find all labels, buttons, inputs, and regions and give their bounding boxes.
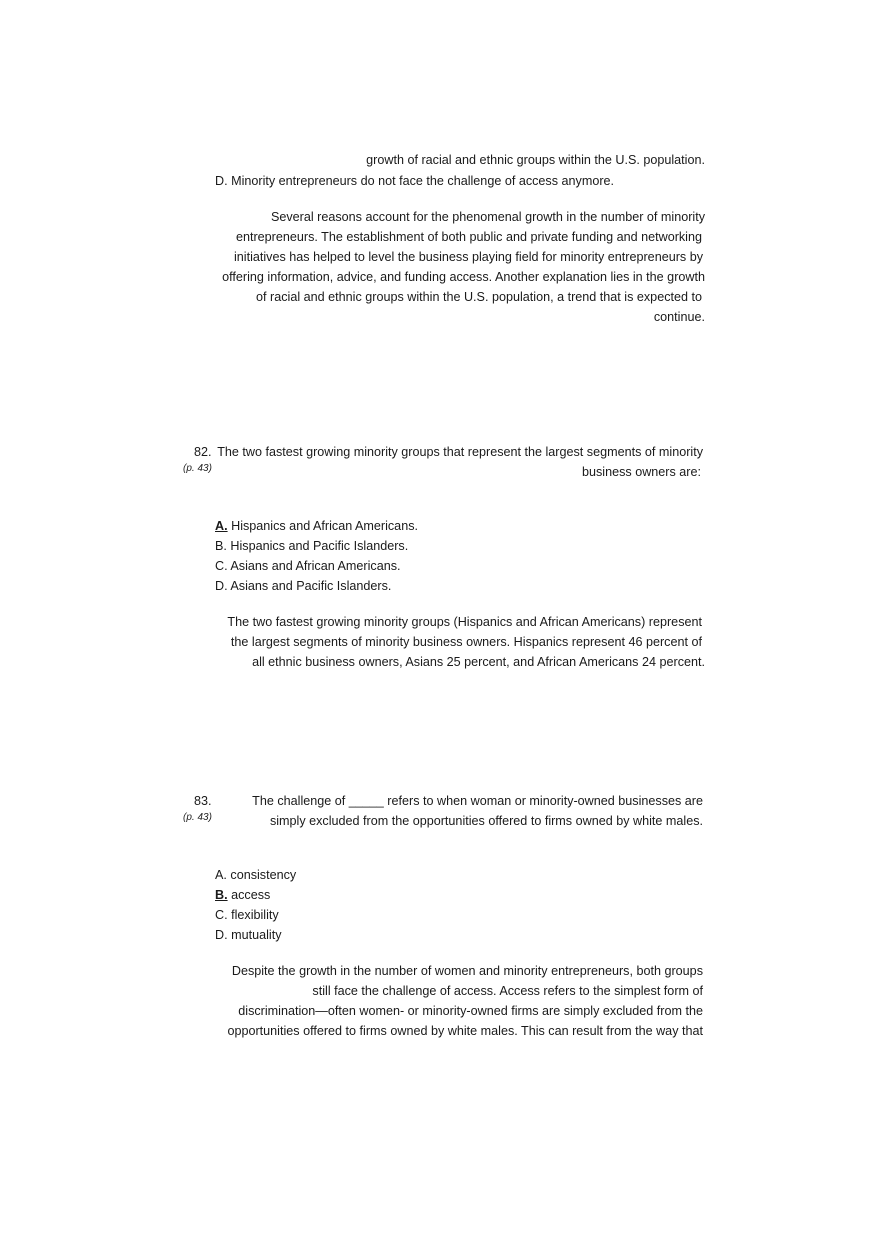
q81-explanation-line: offering information, advice, and funding access. Another explanation lies in the growth [222,270,705,284]
q83-question-line: The challenge of _____ refers to when woman or minority-owned businesses are [252,794,703,808]
q83-option-c [215,905,296,925]
q83-question [230,791,703,831]
q83-explanation-line: opportunities offered to firms owned by white males. This can result from the way that [227,1024,703,1038]
q82-option-a [215,516,418,536]
option-letter: D. [215,928,228,942]
q82-option-b [215,536,418,556]
q82-explanation-line: The two fastest growing minority groups (Hispanics and African Americans) represent [227,615,702,629]
q83-option-a [215,865,296,885]
option-text: Hispanics and African Americans. [227,519,418,533]
q83-explanation [160,961,703,1041]
q82-question [205,442,703,482]
q81-continued-option-text: growth of racial and ethnic groups within the U.S. population. [366,153,705,167]
q82-explanation-line: the largest segments of minority business owners. Hispanics represent 46 percent of [230,635,702,649]
q81-explanation-line: entrepreneurs. The establishment of both public and private funding and networking [235,230,702,244]
option-text: Hispanics and Pacific Islanders. [226,539,409,553]
correct-answer-letter: B. [215,888,228,902]
q82-explanation-line: all ethnic business owners, Asians 25 percent, and African Americans 24 percent. [252,655,705,669]
q81-explanation-line: Several reasons account for the phenomenal growth in the number of minority [270,210,705,224]
option-letter: D. [215,579,228,593]
q83-options [215,865,296,945]
option-letter: B. [215,539,227,553]
q83-number: 83. [194,794,212,808]
q81-explanation-line: continue. [653,310,705,324]
q82-number: 82. [194,445,212,459]
q83-option-b [215,885,296,905]
option-text: access [227,888,271,902]
q83-question-line: simply excluded from the opportunities offered to firms owned by white males. [269,814,703,828]
q83-explanation-line: still face the challenge of access. Access refers to the simplest form of [312,984,703,998]
q83-explanation-line: Despite the growth in the number of women and minority entrepreneurs, both groups [231,964,703,978]
q82-question-line: business owners are: [581,465,701,479]
q82-page-reference: (p. 43) [183,463,212,474]
option-letter: C. [215,559,228,573]
option-letter: A. [215,868,227,882]
q83-page-reference: (p. 43) [183,812,212,823]
q83-option-d [215,925,296,945]
option-text: consistency [226,868,297,882]
q81-explanation [150,207,705,329]
q82-explanation [160,612,705,672]
option-text: Asians and Pacific Islanders. [227,579,392,593]
option-letter: C. [215,908,228,922]
option-text: flexibility [227,908,279,922]
q81-option-d: D. Minority entrepreneurs do not face the challenge of access anymore. [215,174,615,188]
option-text: mutuality [227,928,282,942]
q82-question-line: The two fastest growing minority groups that represent the largest segments of minority [217,445,703,459]
q82-option-c [215,556,418,576]
q82-options [215,516,418,596]
q81-explanation-line: of racial and ethnic groups within the U.S. population, a trend that is expected to [256,290,702,304]
correct-answer-letter: A. [215,519,228,533]
q83-explanation-line: discrimination—often women- or minority-owned firms are simply excluded from the [238,1004,703,1018]
q81-explanation-line: initiatives has helped to level the business playing field for minority entrepreneurs by [233,250,703,264]
option-text: Asians and African Americans. [227,559,401,573]
q82-option-d [215,576,418,596]
